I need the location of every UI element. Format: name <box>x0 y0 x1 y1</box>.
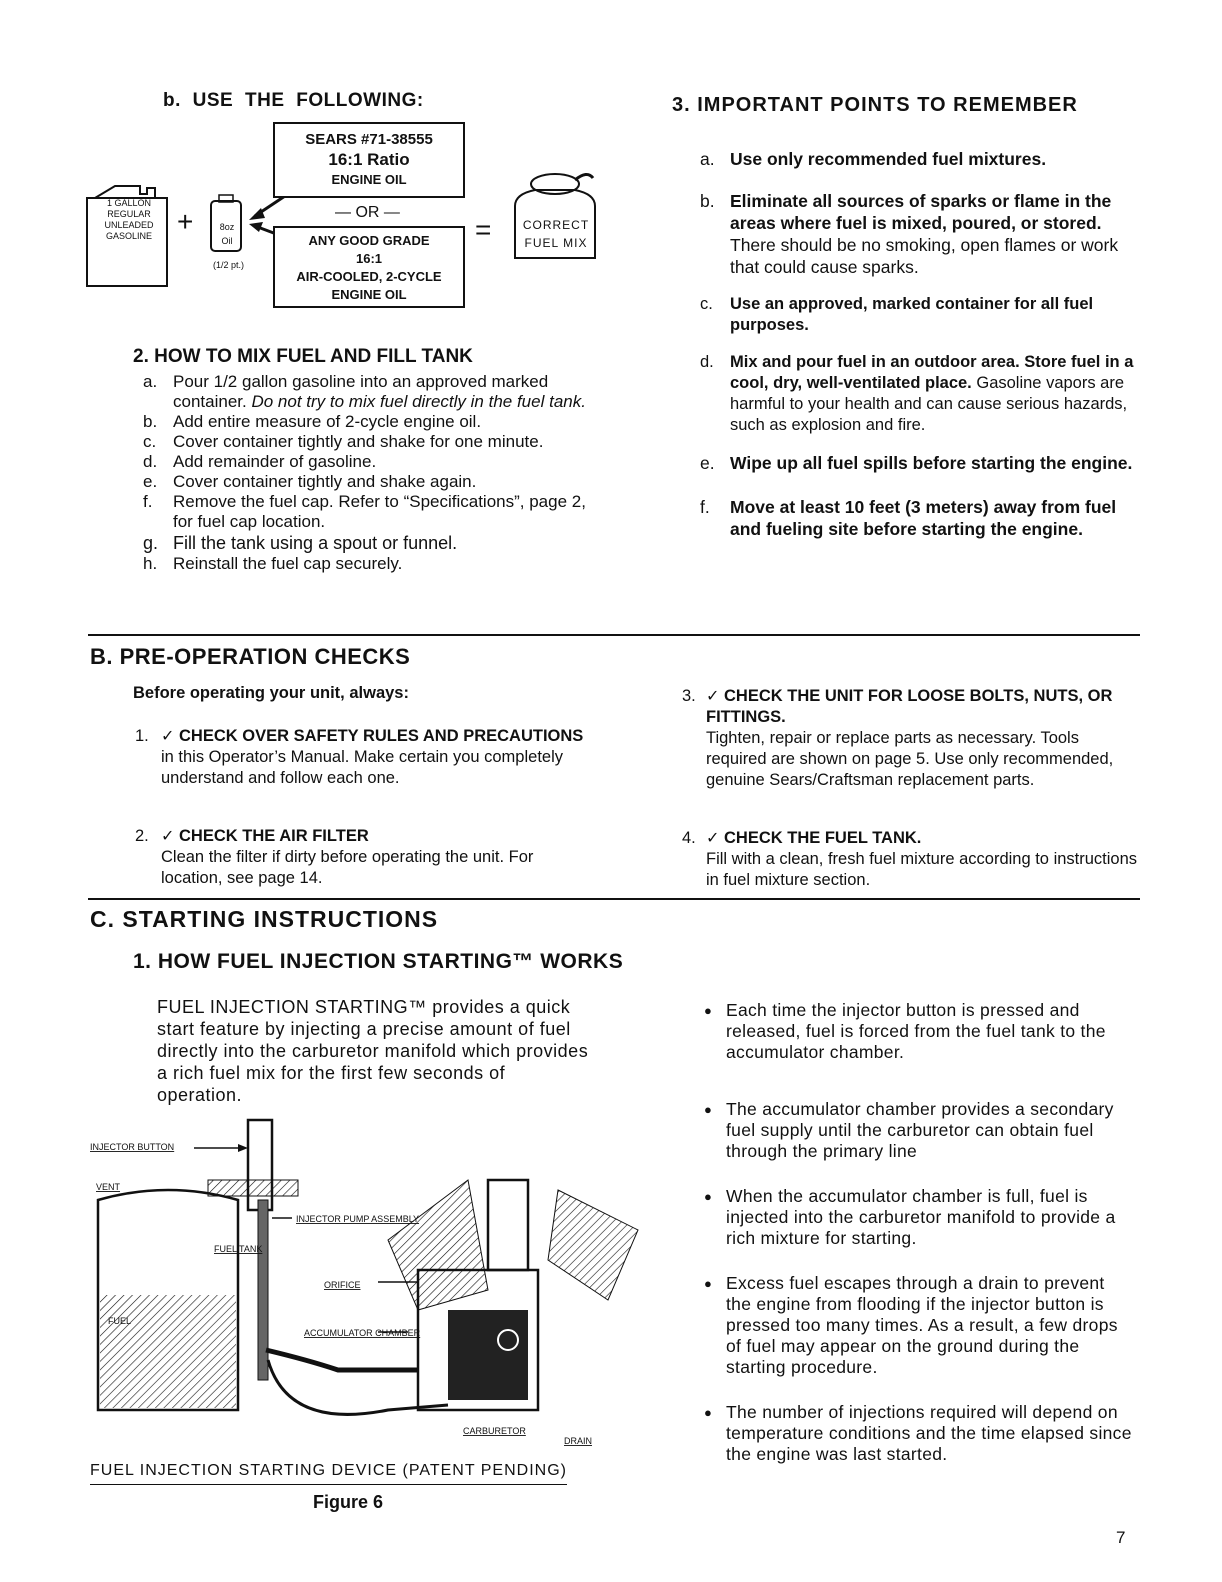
gas-can-line-1: 1 GALLON <box>106 198 152 208</box>
checkmark-icon: ✓ <box>161 728 175 745</box>
check-2: 2. ✓ CHECK THE AIR FILTER Clean the filter if dirty before operating the unit. For location, see page 14. <box>135 827 534 887</box>
injector-pump-shape <box>258 1200 268 1380</box>
sears-oil-line-2: 16:1 Ratio <box>328 150 410 169</box>
mix-step: d. Add remainder of gasoline. <box>143 452 377 471</box>
mix-step: h. Reinstall the fuel cap securely. <box>143 554 403 573</box>
important-point: c. Use an approved, marked container for all fuel purposes. <box>700 295 1094 334</box>
preop-heading: B. PRE-OPERATION CHECKS <box>90 644 411 669</box>
checkmark-icon: ✓ <box>706 688 720 705</box>
generic-oil-line-4: ENGINE OIL <box>331 287 407 302</box>
fuel-injection-heading: 1. HOW FUEL INJECTION STARTING™ WORKS <box>133 950 624 973</box>
oil-can-line-1: 8oz <box>219 222 235 232</box>
important-point: d. Mix and pour fuel in an outdoor area. Store fuel in a cool, dry, well-ventilated place. Gasoline vapors are harmful to your health and can cause serious hazards, such as explosion and fire. <box>700 353 1134 434</box>
sears-oil-line-1: SEARS #71-38555 <box>305 131 433 148</box>
manifold-shape <box>388 1180 488 1310</box>
label-drain: DRAIN <box>564 1436 593 1446</box>
section-divider <box>88 634 1140 636</box>
engine-block-shape <box>548 1190 638 1300</box>
important-point: e. Wipe up all fuel spills before starting the engine. <box>700 453 1133 473</box>
correct-fuel-line-1: CORRECT <box>522 218 590 232</box>
mix-step: g. Fill the tank using a spout or funnel. <box>143 533 458 553</box>
cylinder-shape <box>488 1180 528 1270</box>
sears-oil-box <box>273 122 465 198</box>
label-orifice: ORIFICE <box>324 1280 361 1290</box>
generic-oil-line-1: ANY GOOD GRADE <box>308 233 430 248</box>
fuel-level-shape <box>100 1295 236 1408</box>
mix-steps-list <box>143 372 593 574</box>
important-point: a. Use only recommended fuel mixtures. <box>700 149 1047 169</box>
gas-can-line-4: GASOLINE <box>105 231 152 241</box>
mix-step: c. Cover container tightly and shake for one minute. <box>143 432 544 451</box>
generic-oil-line-3: AIR-COOLED, 2-CYCLE <box>296 269 442 284</box>
label-fuel: FUEL <box>108 1316 132 1326</box>
mix-step: e. Cover container tightly and shake again. <box>143 472 477 491</box>
oil-can-amount: (1/2 pt.) <box>213 260 245 270</box>
fuel-line-shape <box>266 1350 418 1370</box>
generic-oil-box <box>273 226 465 308</box>
injector-arrow <box>238 1144 248 1152</box>
injection-bullet: ● The number of injections required will depend on temperature conditions and the time elapsed since the engine was last started. <box>704 1402 1134 1465</box>
label-carburetor: CARBURETOR <box>463 1426 526 1436</box>
important-point: b. Eliminate all sources of sparks or flame in the areas where fuel is mixed, poured, or stored. There should be no smoking, open flames or work that could cause sparks. <box>700 191 1119 277</box>
fuel-injection-diagram <box>88 1110 648 1450</box>
injection-bullets <box>704 1000 1134 1465</box>
injection-bullet: ● The accumulator chamber provides a secondary fuel supply until the carburetor can obtain fuel through the primary line <box>704 1099 1134 1162</box>
label-fuel-tank: FUEL TANK <box>214 1244 263 1254</box>
label-vent: VENT <box>96 1182 121 1192</box>
check-4: 4. ✓ CHECK THE FUEL TANK. Fill with a clean, fresh fuel mixture according to instructions in fuel mixture section. <box>682 829 1138 889</box>
use-following-heading: b. USE THE FOLLOWING: <box>163 90 424 111</box>
oil-can-line-2: Oil <box>221 236 233 246</box>
page-number: 7 <box>1116 1528 1126 1547</box>
equals-sign: = <box>475 214 492 245</box>
mix-step: f. Remove the fuel cap. Refer to “Specifications”, page 2, for fuel cap location. <box>143 492 586 531</box>
injection-bullet: ● When the accumulator chamber is full, fuel is injected into the carburetor manifold to provide a rich mixture for starting. <box>704 1186 1134 1249</box>
label-injector-button: INJECTOR BUTTON <box>90 1142 175 1152</box>
how-to-mix-heading: 2. HOW TO MIX FUEL AND FILL TANK <box>133 346 473 367</box>
important-points-heading: 3. IMPORTANT POINTS TO REMEMBER <box>672 94 1078 116</box>
check-3: 3. ✓ CHECK THE UNIT FOR LOOSE BOLTS, NUTS, OR FITTINGS. Tighten, repair or replace parts as necessary. Tools required are shown on page 5. Use only recommended, genuine Sears/Craftsman replacement parts. <box>682 687 1114 789</box>
checkmark-icon: ✓ <box>161 828 175 845</box>
important-point: f. Move at least 10 feet (3 meters) away from fuel and fueling site before starting the engine. <box>700 497 1117 539</box>
label-injector-pump: INJECTOR PUMP ASSEMBLY <box>296 1214 420 1224</box>
starting-heading: C. STARTING INSTRUCTIONS <box>90 906 439 932</box>
injection-bullet: ● Excess fuel escapes through a drain to prevent the engine from flooding if the injector button is pressed too many times. As a result, a few drops of fuel may appear on the ground during the starting procedure. <box>704 1273 1134 1378</box>
label-accumulator: ACCUMULATOR CHAMBER <box>304 1328 421 1338</box>
preop-intro: Before operating your unit, always: <box>133 684 409 702</box>
correct-fuel-line-2: FUEL MIX <box>524 236 588 250</box>
fuel-injection-intro: FUEL INJECTION STARTING™ provides a quick start feature by injecting a precise amount of fuel directly into the carburetor manifold which provides a rich fuel mix for the first few seconds of operation. <box>157 997 589 1105</box>
injection-bullet: ● Each time the injector button is pressed and released, fuel is forced from the fuel tank to the accumulator chamber. <box>704 1000 1134 1063</box>
important-points-list <box>700 148 1140 540</box>
fuel-mix-diagram <box>85 118 605 308</box>
plus-sign: + <box>177 206 194 237</box>
carburetor-inner <box>448 1310 528 1400</box>
check-1: 1. ✓ CHECK OVER SAFETY RULES AND PRECAUTIONS in this Operator’s Manual. Make certain you completely understand and follow each one. <box>135 727 584 787</box>
figure-caption: FUEL INJECTION STARTING DEVICE (PATENT PENDING) <box>90 1462 567 1485</box>
section-divider <box>88 898 1140 900</box>
gas-can-line-3: UNLEADED <box>104 220 154 230</box>
mix-step: a. Pour 1/2 gallon gasoline into an approved marked container. Do not try to mix fuel directly in the fuel tank. <box>143 372 586 411</box>
engine-cover-shape <box>208 1180 298 1196</box>
checkmark-icon: ✓ <box>706 830 720 847</box>
mix-step: b. Add entire measure of 2-cycle engine oil. <box>143 412 482 431</box>
or-text: — OR — <box>335 204 400 221</box>
figure-number: Figure 6 <box>313 1492 384 1512</box>
generic-oil-line-2: 16:1 <box>355 251 383 266</box>
sears-oil-line-3: ENGINE OIL <box>331 172 407 187</box>
gas-can-line-2: REGULAR <box>107 209 151 219</box>
